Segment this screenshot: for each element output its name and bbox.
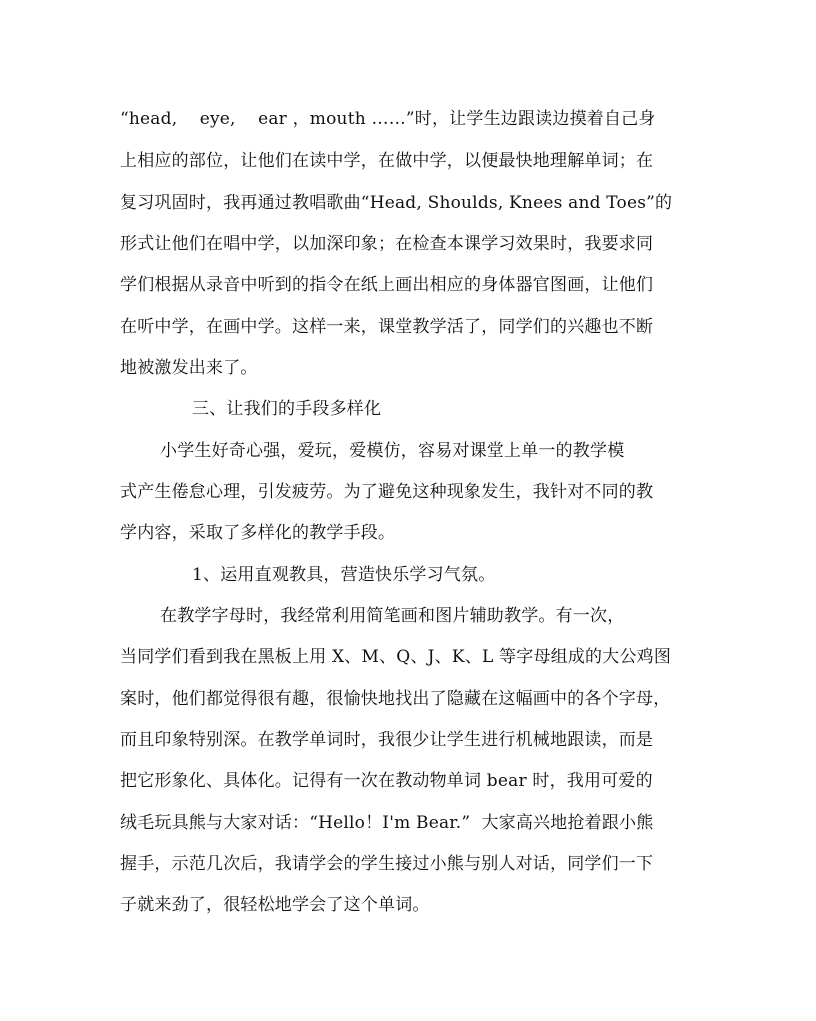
paragraph-line: 而且印象特别深。在教学单词时，我很少让学生进行机械地跟读，而是 <box>120 730 654 750</box>
paragraph-line: 学内容，采取了多样化的教学手段。 <box>120 523 396 543</box>
paragraph-line: 式产生倦怠心理，引发疲劳。为了避免这种现象发生，我针对不同的教 <box>120 482 654 502</box>
paragraph-line: 复习巩固时，我再通过教唱歌曲“Head, Shoulds, Knees and Toes”的 <box>120 193 673 213</box>
paragraph-line: 案时，他们都觉得很有趣，很愉快地找出了隐藏在这幅画中的各个字母， <box>120 689 671 709</box>
paragraph-line: 上相应的部位，让他们在读中学，在做中学，以便最快地理解单词；在 <box>120 151 654 171</box>
paragraph-line: 子就来劲了，很轻松地学会了这个单词。 <box>120 895 430 915</box>
paragraph-line: 握手，示范几次后，我请学会的学生接过小熊与别人对话，同学们一下 <box>120 854 654 874</box>
paragraph-line: 把它形象化、具体化。记得有一次在教动物单词 bear 时，我用可爱的 <box>120 771 653 791</box>
paragraph-line: 当同学们看到我在黑板上用 X、M、Q、J、K、L 等字母组成的大公鸡图 <box>120 647 672 667</box>
paragraph-line: 小学生好奇心强，爱玩，爱模仿，容易对课堂上单一的教学模 <box>160 441 625 461</box>
paragraph-line: 绒毛玩具熊与大家对话：“Hello！I'm Bear.” 大家高兴地抢着跟小熊 <box>120 813 654 833</box>
paragraph-line: 形式让他们在唱中学，以加深印象；在检查本课学习效果时，我要求同 <box>120 234 654 254</box>
subsection-heading: 1、运用直观教具，营造快乐学习气氛。 <box>192 565 496 585</box>
paragraph-line: 在听中学，在画中学。这样一来，课堂教学活了，同学们的兴趣也不断 <box>120 317 654 337</box>
paragraph-line: “head, eye, ear ，mouth ……”时，让学生边跟读边摸着自己身 <box>120 109 656 129</box>
section-heading: 三、让我们的手段多样化 <box>192 399 382 419</box>
paragraph-line: 在教学字母时，我经常利用简笔画和图片辅助教学。有一次， <box>160 606 625 626</box>
paragraph-line: 学们根据从录音中听到的指令在纸上画出相应的身体器官图画，让他们 <box>120 275 654 295</box>
paragraph-line: 地被激发出来了。 <box>120 358 258 378</box>
